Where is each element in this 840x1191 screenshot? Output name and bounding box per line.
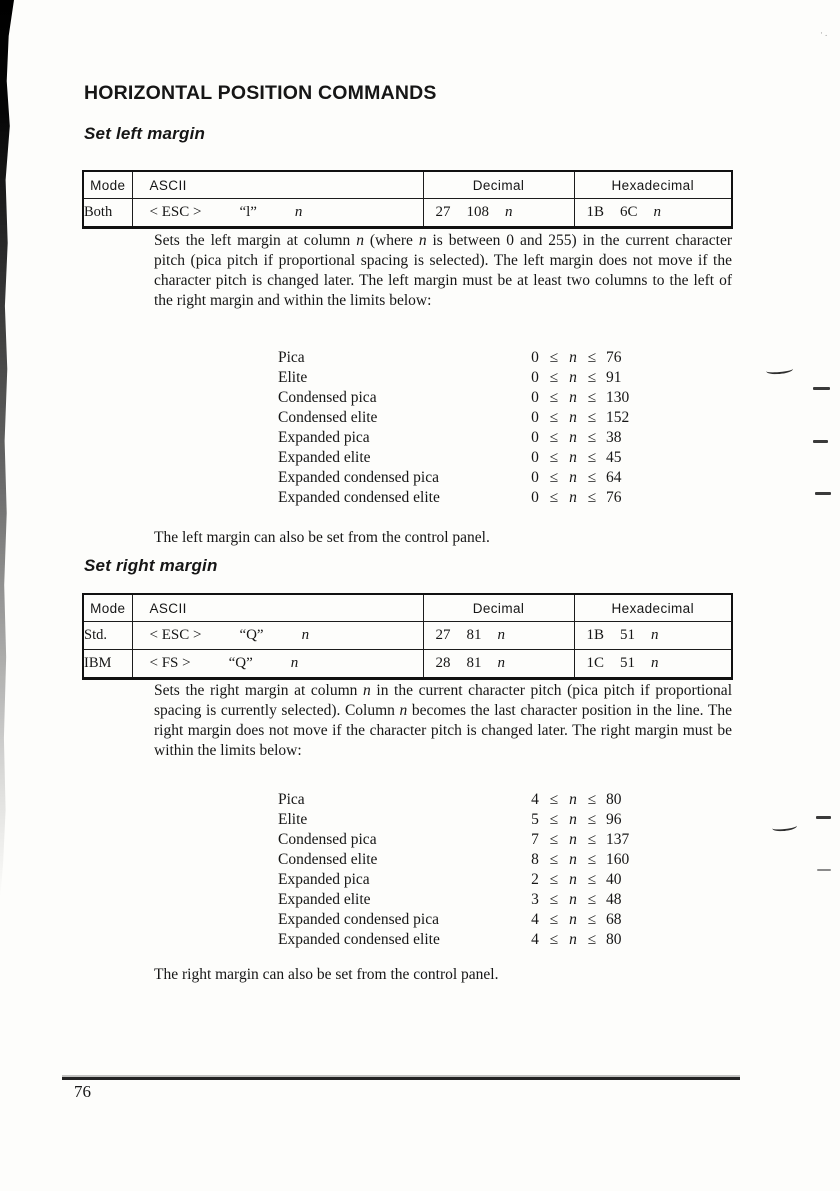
- limit-row: Elite 0 ≤ n ≤ 91: [278, 369, 622, 386]
- note-right-margin: The right margin can also be set from the control panel.: [154, 966, 499, 983]
- col-header-mode: Mode: [83, 594, 132, 622]
- table-header-row: [83, 594, 732, 622]
- mode-cell: IBM: [83, 650, 132, 679]
- scan-artifact: [813, 387, 830, 390]
- description-right-margin: Sets the right margin at column n in the current character pitch (pica pitch if proportional spacing is currently selected). Column n becomes the last character position in the line. The right margin does not move if the character pitch is changed later. The right margin must be within the limits below:: [154, 682, 732, 759]
- limit-row: Expanded condensed elite 4 ≤ n ≤ 80: [278, 931, 622, 948]
- decimal-cell: 28 81 n: [423, 650, 574, 679]
- col-header-decimal: Decimal: [423, 171, 574, 199]
- scan-artifact: [816, 816, 831, 819]
- ascii-cell: < ESC > “Q” n: [132, 622, 423, 650]
- scan-artifact: ·.: [820, 28, 830, 38]
- col-header-hexadecimal: Hexadecimal: [574, 594, 732, 622]
- limits-list-right-margin: [278, 791, 658, 951]
- table-header-row: [83, 171, 732, 199]
- section-heading-right-margin: Set right margin: [84, 556, 218, 575]
- hexadecimal-cell: 1B 51 n: [574, 622, 732, 650]
- decimal-cell: 27 81 n: [423, 622, 574, 650]
- limit-row: Pica 0 ≤ n ≤ 76: [278, 349, 622, 366]
- hexadecimal-cell: 1B 6C n: [574, 199, 732, 228]
- col-header-ascii: ASCII: [132, 594, 423, 622]
- limit-row: Expanded condensed pica 0 ≤ n ≤ 64: [278, 469, 622, 486]
- scan-binding-edge: [0, 0, 14, 900]
- limit-row: Expanded pica 0 ≤ n ≤ 38: [278, 429, 622, 446]
- scan-artifact: [772, 822, 798, 833]
- mode-cell: Std.: [83, 622, 132, 650]
- limit-row: Condensed elite 0 ≤ n ≤ 152: [278, 409, 630, 426]
- limit-row: Expanded elite 3 ≤ n ≤ 48: [278, 891, 622, 908]
- limit-row: Expanded condensed pica 4 ≤ n ≤ 68: [278, 911, 622, 928]
- limit-row: Elite 5 ≤ n ≤ 96: [278, 811, 622, 828]
- page-number: 76: [74, 1082, 91, 1101]
- ascii-cell: < FS > “Q” n: [132, 650, 423, 679]
- note-left-margin: The left margin can also be set from the control panel.: [154, 529, 490, 546]
- limit-row: Expanded pica 2 ≤ n ≤ 40: [278, 871, 622, 888]
- limits-list-left-margin: [278, 349, 658, 509]
- footer-rule: [62, 1077, 740, 1080]
- scan-artifact: [817, 869, 831, 871]
- limit-row: Condensed pica 7 ≤ n ≤ 137: [278, 831, 630, 848]
- table-row: [83, 199, 732, 228]
- table-row: [83, 650, 732, 679]
- limit-row: Condensed elite 8 ≤ n ≤ 160: [278, 851, 630, 868]
- description-left-margin: Sets the left margin at column n (where n is between 0 and 255) in the current character pitch (pica pitch if proportional spacing is selected). The left margin does not move if the character pitch is changed later. The left margin must be at least two columns to the left of the right margin and within the limits below:: [154, 232, 732, 309]
- decimal-cell: 27 108 n: [423, 199, 574, 228]
- scan-artifact: [766, 365, 794, 375]
- table-row: [83, 622, 732, 650]
- limit-row: Expanded elite 0 ≤ n ≤ 45: [278, 449, 622, 466]
- page-title: HORIZONTAL POSITION COMMANDS: [84, 82, 437, 104]
- limit-row: Condensed pica 0 ≤ n ≤ 130: [278, 389, 630, 406]
- limit-row: Expanded condensed elite 0 ≤ n ≤ 76: [278, 489, 622, 506]
- scan-artifact: [813, 440, 828, 443]
- col-header-ascii: ASCII: [132, 171, 423, 199]
- mode-cell: Both: [83, 199, 132, 228]
- command-table-right-margin: [82, 593, 733, 680]
- hexadecimal-cell: 1C 51 n: [574, 650, 732, 679]
- command-table-left-margin: [82, 170, 733, 229]
- limit-row: Pica 4 ≤ n ≤ 80: [278, 791, 622, 808]
- scan-artifact: [815, 492, 831, 495]
- col-header-decimal: Decimal: [423, 594, 574, 622]
- col-header-hexadecimal: Hexadecimal: [574, 171, 732, 199]
- col-header-mode: Mode: [83, 171, 132, 199]
- ascii-cell: < ESC > “l” n: [132, 199, 423, 228]
- section-heading-left-margin: Set left margin: [84, 124, 206, 143]
